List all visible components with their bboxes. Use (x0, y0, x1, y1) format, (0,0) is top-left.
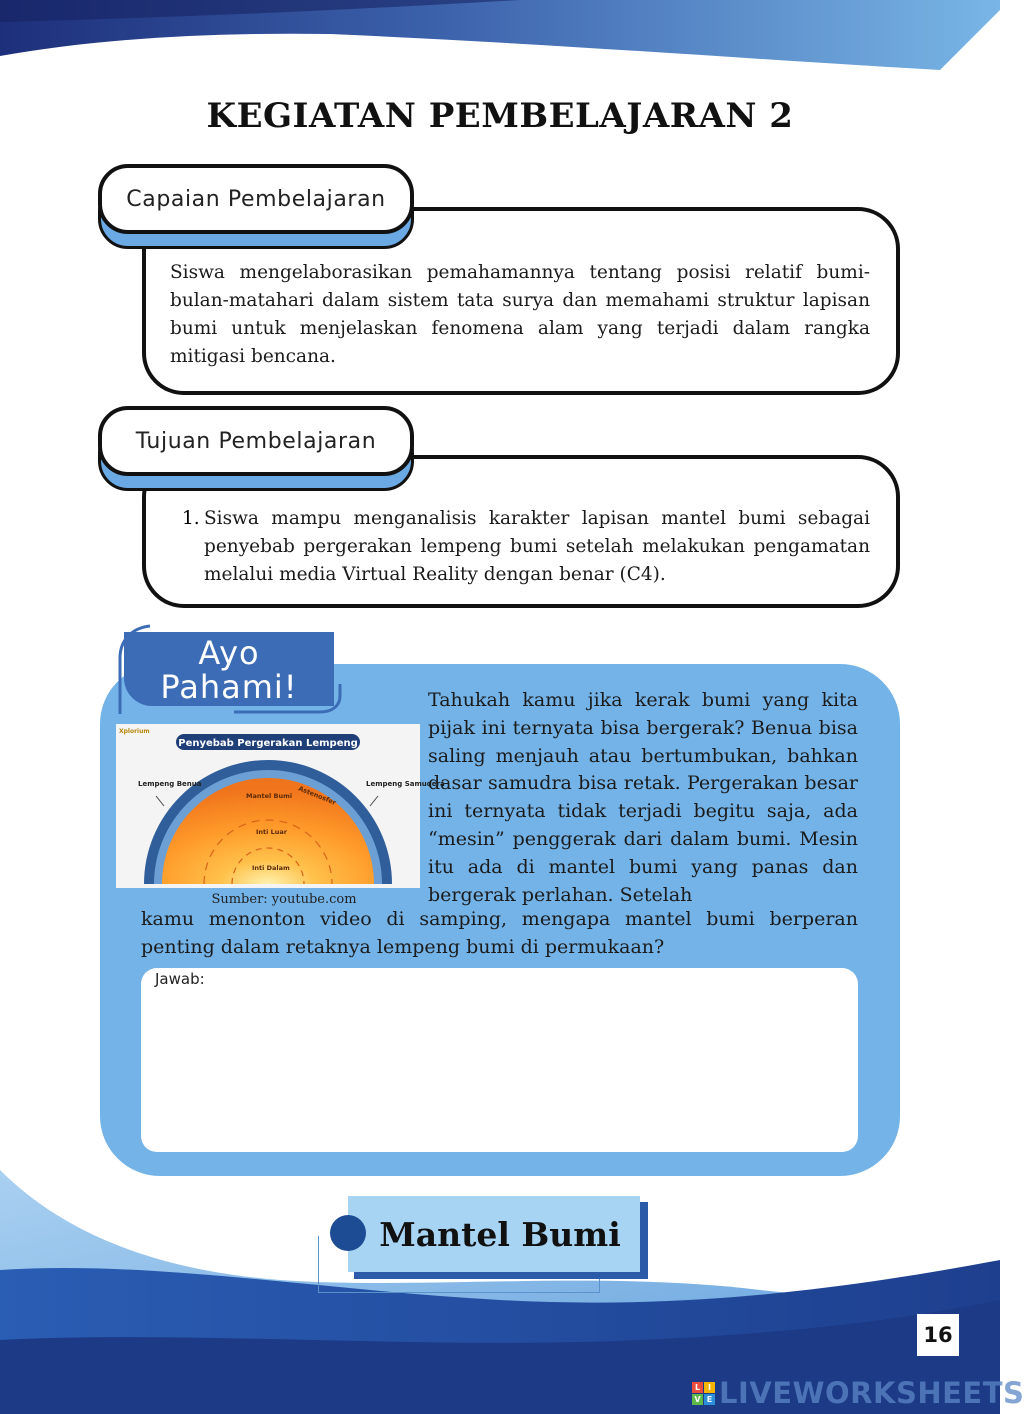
figure-label-inner-core: Inti Dalam (252, 864, 290, 872)
figure-label-continental: Lempeng Benua (138, 780, 202, 788)
figure-label-oceanic: Lempeng Samudera (366, 780, 445, 788)
answer-field[interactable] (141, 968, 858, 1152)
answer-input[interactable] (155, 994, 844, 1138)
earth-layers-illustration (116, 724, 445, 888)
answer-label: Jawab: (155, 970, 205, 988)
figure-label-asthenosphere: Astenosfer (297, 784, 338, 807)
figure-label-outer-core: Inti Luar (256, 828, 288, 836)
ayo-label-line2: Pahami! (160, 668, 298, 706)
section-title: Mantel Bumi (348, 1196, 640, 1272)
tujuan-item-number: 1. (182, 508, 200, 529)
liveworksheets-watermark (692, 1376, 1024, 1410)
capaian-text: Siswa mengelaborasikan pemahamannya tentang posisi relatif bumi-bulan-matahari dalam sistem tata surya dan memahami struktur lapisan bumi untuk menjelaskan fenomena alam yang terjadi dalam rangka mitigasi bencana. (170, 262, 870, 367)
tujuan-label: Tujuan Pembelajaran (98, 406, 414, 476)
brand-icon-e: E (704, 1394, 715, 1405)
ayo-paragraph-full: kamu menonton video di samping, mengapa mantel bumi berperan penting dalam retaknya lempeng bumi di permukaan? (141, 908, 858, 958)
liveworksheets-icon (692, 1382, 715, 1405)
capaian-label: Capaian Pembelajaran (98, 164, 414, 234)
page-number: 16 (917, 1314, 959, 1356)
figure-label-mantle: Mantel Bumi (246, 792, 293, 800)
brand-icon-v: V (692, 1394, 703, 1405)
figure-logo: Xplorium (119, 728, 150, 735)
tujuan-item-text: Siswa mampu menganalisis karakter lapisan mantel bumi sebagai penyebab pergerakan lempeng bumi setelah melakukan pengamatan melalui media Virtual Reality dengan benar (C4). (204, 508, 870, 585)
liveworksheets-text: LIVEWORKSHEETS (719, 1376, 1024, 1410)
ayo-pahami-tab (124, 632, 334, 706)
figure-title: Penyebab Pergerakan Lempeng (178, 738, 358, 749)
brand-icon-i: I (704, 1382, 715, 1393)
page-title: KEGIATAN PEMBELAJARAN 2 (206, 96, 794, 136)
brand-icon-l: L (692, 1382, 703, 1393)
section-title-dot (330, 1215, 366, 1251)
figure-source: Sumber: youtube.com (211, 892, 357, 907)
tujuan-list (182, 505, 870, 589)
earth-layers-figure (116, 724, 445, 888)
top-wave-decoration (0, 0, 1000, 75)
ayo-paragraph-side: Tahukah kamu jika kerak bumi yang kita pijak ini ternyata bisa bergerak? Benua bisa saling menjauh atau bertumbukan, bahkan dasar samudra bisa retak. Pergerakan besar ini ternyata tidak terjadi begitu saja, ada “mesin” penggerak dari dalam bumi. Mesin itu ada di mantel bumi yang panas dan bergerak perlahan. Setelah (428, 689, 858, 906)
ayo-label-line1: Ayo (198, 634, 260, 672)
